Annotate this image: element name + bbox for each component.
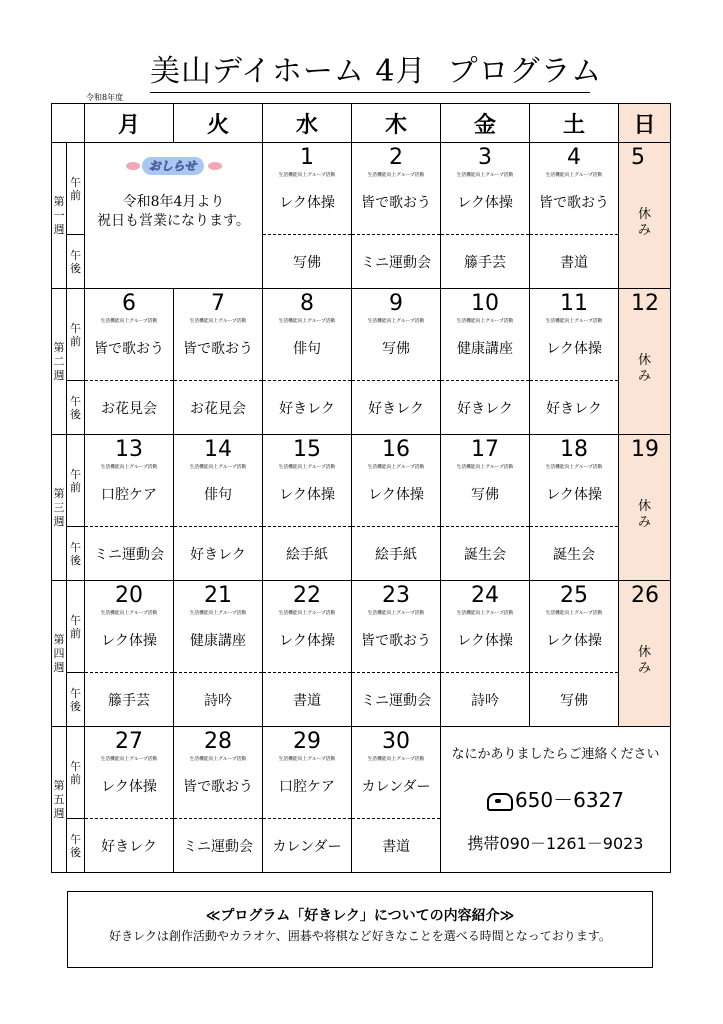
- program-calendar: [51, 103, 671, 873]
- am-activity: 皆で歌おう: [94, 341, 164, 357]
- week-label: 第 四 週: [52, 581, 67, 727]
- weekday-header: 日: [619, 104, 671, 143]
- pm-activity: 籐手芸: [85, 673, 174, 727]
- header-corner: [52, 104, 85, 143]
- activity-note: 生活機能向上グループ活動: [545, 464, 603, 470]
- sunday-cell: [619, 143, 671, 289]
- day-cell-am: [530, 289, 619, 381]
- pm-activity: お花見会: [174, 381, 263, 435]
- activity-note: 生活機能向上グループ活動: [278, 610, 336, 616]
- am-label: 午 前: [67, 581, 85, 673]
- pm-activity: 絵手紙: [263, 527, 352, 581]
- day-cell-am: [352, 143, 441, 235]
- telephone-icon: [487, 793, 513, 811]
- pm-activity: 好きレク: [263, 381, 352, 435]
- date-number: 19: [631, 437, 659, 462]
- pm-activity: 好きレク: [441, 381, 530, 435]
- pm-activity: 好きレク: [85, 819, 174, 873]
- activity-note: 生活機能向上グループ活動: [367, 610, 425, 616]
- am-activity: カレンダー: [361, 779, 431, 795]
- week-label: 第 三 週: [52, 435, 67, 581]
- date-number: 9: [389, 291, 403, 316]
- sunday-cell: [619, 435, 671, 581]
- date-number: 30: [382, 729, 410, 754]
- pm-activity: 詩吟: [174, 673, 263, 727]
- day-cell-am: [352, 289, 441, 381]
- activity-note: 生活機能向上グループ活動: [189, 464, 247, 470]
- am-activity: レク体操: [457, 195, 513, 211]
- pm-activity: 好きレク: [352, 381, 441, 435]
- activity-note: 生活機能向上グループ活動: [367, 756, 425, 762]
- activity-note: 生活機能向上グループ活動: [278, 756, 336, 762]
- pm-activity: 好きレク: [530, 381, 619, 435]
- am-activity: 口腔ケア: [279, 779, 335, 795]
- pm-label: 午 後: [67, 527, 85, 581]
- contact-cell: [441, 727, 671, 873]
- activity-note: 生活機能向上グループ活動: [278, 464, 336, 470]
- pm-activity: 書道: [263, 673, 352, 727]
- week-am-row: [52, 581, 671, 673]
- am-activity: レク体操: [279, 633, 335, 649]
- am-activity: レク体操: [546, 341, 602, 357]
- day-cell-am: [530, 435, 619, 527]
- sunday-cell: [619, 289, 671, 435]
- am-activity: レク体操: [279, 195, 335, 211]
- mobile-number: 携帯090－1261－9023: [467, 834, 644, 853]
- weekday-header: 水: [263, 104, 352, 143]
- pm-activity: ミニ運動会: [352, 235, 441, 289]
- pm-activity: 書道: [530, 235, 619, 289]
- activity-note: 生活機能向上グループ活動: [189, 610, 247, 616]
- date-number: 7: [211, 291, 225, 316]
- notice-text-2: 祝日も営業になります。: [97, 213, 250, 229]
- era-label: 令和8年度: [86, 93, 124, 102]
- date-number: 21: [204, 583, 232, 608]
- week-label: 第 一 週: [52, 143, 67, 289]
- day-cell-am: [263, 435, 352, 527]
- date-number: 20: [115, 583, 143, 608]
- title-underline: [150, 92, 590, 93]
- pm-activity: 絵手紙: [352, 527, 441, 581]
- rest-label: 休 み: [637, 499, 651, 530]
- date-number: 28: [204, 729, 232, 754]
- week-pm-row: [52, 381, 671, 435]
- date-number: 5: [631, 145, 645, 170]
- date-number: 17: [471, 437, 499, 462]
- am-activity: 口腔ケア: [101, 487, 157, 503]
- pm-activity: 写佛: [530, 673, 619, 727]
- date-number: 4: [567, 145, 581, 170]
- activity-note: 生活機能向上グループ活動: [100, 464, 158, 470]
- week-pm-row: [52, 673, 671, 727]
- activity-note: 生活機能向上グループ活動: [278, 318, 336, 324]
- pm-label: 午 後: [67, 235, 85, 289]
- activity-note: 生活機能向上グループ活動: [456, 318, 514, 324]
- am-activity: 俳句: [293, 341, 321, 357]
- activity-note: 生活機能向上グループ活動: [545, 172, 603, 178]
- week-label: 第 二 週: [52, 289, 67, 435]
- pm-activity: ミニ運動会: [352, 673, 441, 727]
- day-cell-am: [85, 581, 174, 673]
- am-activity: 写佛: [382, 341, 410, 357]
- activity-note: 生活機能向上グループ活動: [456, 464, 514, 470]
- day-cell-am: [174, 435, 263, 527]
- date-number: 3: [478, 145, 492, 170]
- date-number: 23: [382, 583, 410, 608]
- date-number: 11: [560, 291, 588, 316]
- day-cell-am: [85, 727, 174, 819]
- day-cell-am: [85, 289, 174, 381]
- phone-number: 650－6327: [514, 788, 625, 812]
- pm-activity: 誕生会: [441, 527, 530, 581]
- day-cell-am: [352, 727, 441, 819]
- rest-label: 休 み: [637, 207, 651, 238]
- pm-activity: ミニ運動会: [174, 819, 263, 873]
- activity-note: 生活機能向上グループ活動: [545, 318, 603, 324]
- date-number: 2: [389, 145, 403, 170]
- activity-note: 生活機能向上グループ活動: [189, 318, 247, 324]
- day-cell-am: [263, 581, 352, 673]
- fish-icon: [208, 162, 222, 170]
- day-cell-am: [530, 143, 619, 235]
- day-cell-am: [441, 581, 530, 673]
- date-number: 24: [471, 583, 499, 608]
- day-cell-am: [441, 289, 530, 381]
- date-number: 29: [293, 729, 321, 754]
- weekday-header: 金: [441, 104, 530, 143]
- pm-activity: 誕生会: [530, 527, 619, 581]
- am-label: 午 前: [67, 143, 85, 235]
- program-info-box: [67, 891, 653, 968]
- page-title: 美山デイホーム 4月 プログラム: [150, 54, 603, 89]
- am-activity: レク体操: [546, 633, 602, 649]
- week-am-row: [52, 143, 671, 235]
- am-label: 午 前: [67, 727, 85, 819]
- day-cell-am: [174, 727, 263, 819]
- pm-activity: 写佛: [263, 235, 352, 289]
- notice-cell: [85, 143, 263, 289]
- week-pm-row: [52, 527, 671, 581]
- date-number: 13: [115, 437, 143, 462]
- date-number: 26: [631, 583, 659, 608]
- info-heading: ≪プログラム「好きレク」についての内容紹介≫: [205, 908, 515, 924]
- am-activity: 皆で歌おう: [539, 195, 609, 211]
- fish-icon: [126, 162, 140, 170]
- am-label: 午 前: [67, 289, 85, 381]
- day-cell-am: [441, 435, 530, 527]
- am-activity: 皆で歌おう: [183, 779, 253, 795]
- date-number: 18: [560, 437, 588, 462]
- pm-activity: カレンダー: [263, 819, 352, 873]
- activity-note: 生活機能向上グループ活動: [367, 464, 425, 470]
- phone-line: [441, 784, 670, 813]
- am-activity: 写佛: [471, 487, 499, 503]
- day-cell-am: [263, 289, 352, 381]
- weekday-header: 火: [174, 104, 263, 143]
- pm-activity: お花見会: [85, 381, 174, 435]
- activity-note: 生活機能向上グループ活動: [545, 610, 603, 616]
- notice-text-1: 令和8年4月より: [122, 194, 225, 210]
- day-cell-am: [263, 143, 352, 235]
- am-label: 午 前: [67, 435, 85, 527]
- date-number: 10: [471, 291, 499, 316]
- weekday-header-row: [52, 104, 671, 143]
- notice-badge: おしらせ: [124, 153, 224, 179]
- date-number: 15: [293, 437, 321, 462]
- week-am-row: [52, 435, 671, 527]
- day-cell-am: [352, 435, 441, 527]
- day-cell-am: [441, 143, 530, 235]
- weekday-header: 月: [85, 104, 174, 143]
- pm-label: 午 後: [67, 673, 85, 727]
- am-activity: レク体操: [368, 487, 424, 503]
- week-am-row: [52, 289, 671, 381]
- am-activity: レク体操: [457, 633, 513, 649]
- activity-note: 生活機能向上グループ活動: [100, 756, 158, 762]
- pm-label: 午 後: [67, 819, 85, 873]
- date-number: 1: [300, 145, 314, 170]
- am-activity: レク体操: [546, 487, 602, 503]
- am-activity: 皆で歌おう: [183, 341, 253, 357]
- date-number: 6: [122, 291, 136, 316]
- week-am-row: [52, 727, 671, 819]
- week-label: 第 五 週: [52, 727, 67, 873]
- activity-note: 生活機能向上グループ活動: [100, 610, 158, 616]
- info-body: 好きレクは創作活動やカラオケ、囲碁や将棋など好きなことを選べる時間となっております。: [109, 929, 611, 943]
- activity-note: 生活機能向上グループ活動: [278, 172, 336, 178]
- day-cell-am: [263, 727, 352, 819]
- date-number: 22: [293, 583, 321, 608]
- weekday-header: 木: [352, 104, 441, 143]
- day-cell-am: [530, 581, 619, 673]
- weekday-header: 土: [530, 104, 619, 143]
- am-activity: レク体操: [279, 487, 335, 503]
- day-cell-am: [85, 435, 174, 527]
- date-number: 14: [204, 437, 232, 462]
- contact-message: なにかありましたらご連絡ください: [451, 747, 660, 762]
- date-number: 25: [560, 583, 588, 608]
- pm-activity: 詩吟: [441, 673, 530, 727]
- am-activity: 俳句: [204, 487, 232, 503]
- pm-activity: 籐手芸: [441, 235, 530, 289]
- day-cell-am: [352, 581, 441, 673]
- pm-label: 午 後: [67, 381, 85, 435]
- am-activity: 皆で歌おう: [361, 195, 431, 211]
- sunday-cell: [619, 581, 671, 727]
- activity-note: 生活機能向上グループ活動: [100, 318, 158, 324]
- am-activity: レク体操: [101, 779, 157, 795]
- activity-note: 生活機能向上グループ活動: [456, 172, 514, 178]
- activity-note: 生活機能向上グループ活動: [367, 318, 425, 324]
- rest-label: 休 み: [637, 353, 651, 384]
- activity-note: 生活機能向上グループ活動: [367, 172, 425, 178]
- date-number: 27: [115, 729, 143, 754]
- date-number: 12: [631, 291, 659, 316]
- activity-note: 生活機能向上グループ活動: [189, 756, 247, 762]
- pm-activity: 好きレク: [174, 527, 263, 581]
- pm-activity: 書道: [352, 819, 441, 873]
- am-activity: レク体操: [101, 633, 157, 649]
- day-cell-am: [174, 289, 263, 381]
- am-activity: 健康講座: [190, 633, 246, 649]
- am-activity: 皆で歌おう: [361, 633, 431, 649]
- activity-note: 生活機能向上グループ活動: [456, 610, 514, 616]
- pm-activity: ミニ運動会: [85, 527, 174, 581]
- rest-label: 休 み: [637, 645, 651, 676]
- date-number: 16: [382, 437, 410, 462]
- am-activity: 健康講座: [457, 341, 513, 357]
- date-number: 8: [300, 291, 314, 316]
- day-cell-am: [174, 581, 263, 673]
